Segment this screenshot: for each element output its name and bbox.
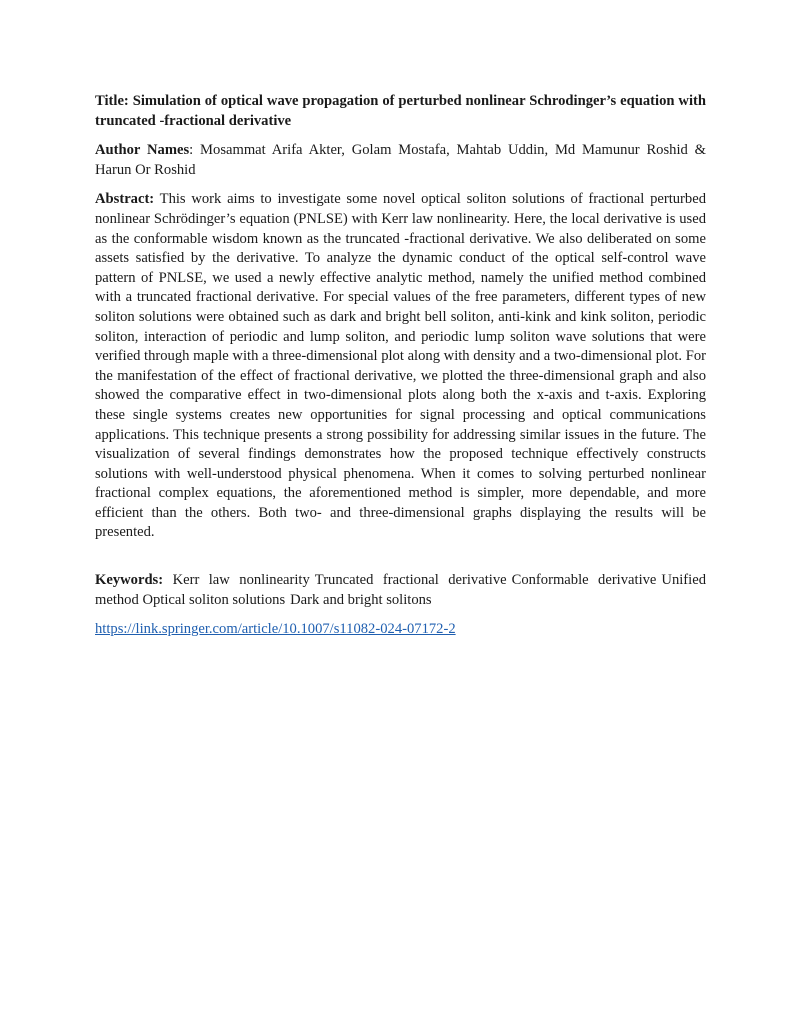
authors-paragraph: [95, 141, 706, 180]
keyword-item: Conformable derivative: [511, 572, 657, 589]
keywords-label: Keywords:: [95, 572, 164, 589]
keyword-item: Dark and bright solitons: [290, 591, 432, 608]
abstract-paragraph: [95, 190, 706, 543]
abstract-label: Abstract:: [95, 191, 155, 208]
link-paragraph: [95, 620, 706, 640]
title-label: Title:: [95, 93, 129, 109]
document-page: [95, 92, 706, 650]
keyword-item: Kerr law nonlinearity: [172, 572, 310, 589]
keyword-item: Truncated fractional derivative: [314, 572, 507, 589]
abstract-text: This work aims to investigate some novel optical soliton solutions of fractional perturbed nonlinear Schrödinger’s equation (PNLSE) with Kerr law nonlinearity. Here, the local derivative is used as the conformable wisdom known as the truncated -fractional derivative. We also deliberated on some assets satisfied by the derivative. To analyze the dynamic conduct of the optical self-control wave pattern of PNLSE, we used a newly effective analytic method, namely the unified method combined with a truncated fractional derivative. For special values of the free parameters, different types of new soliton solutions were obtained such as dark and bright bell soliton, anti-kink and kink soliton, periodic soliton, interaction of periodic and lump soliton, and periodic lump soliton wave solutions that were verified through maple with a three-dimensional plot along with density and a two-dimensional plot. For the manifestation of the effect of fractional derivative, we plotted the three-dimensional graph and also showed the comparative effect in two-dimensional plots along both the x-axis and t-axis. Exploring these single systems creates new opportunities for signal processing and optical communications applications. This technique presents a strong possibility for addressing similar issues in the future. The visualization of several findings demonstrates how the proposed technique effectively constructs solutions with well-understood physical phenomena. When it comes to solving perturbed nonlinear fractional complex equations, the aforementioned method is simpler, more dependable, and more efficient than the others. Both two- and three-dimensional graphs displaying the results will be presented.: [95, 191, 706, 541]
keyword-item: Optical soliton solutions: [142, 591, 286, 608]
author-names: Mosammat Arifa Akter, Golam Mostafa, Mahtab Uddin, Md Mamunur Roshid & Harun Or Roshid: [95, 142, 706, 178]
paper-title: Simulation of optical wave propagation of perturbed nonlinear Schrodinger’s equation with truncated -fractional derivative: [95, 93, 706, 129]
keywords-paragraph: [95, 571, 706, 610]
authors-label: Author Names: [95, 142, 190, 159]
title-paragraph: [95, 92, 706, 131]
article-link[interactable]: https://link.springer.com/article/10.1007/s11082-024-07172-2: [95, 621, 456, 638]
keyword-item: Unified method: [95, 572, 706, 608]
authors-separator: :: [189, 142, 194, 159]
